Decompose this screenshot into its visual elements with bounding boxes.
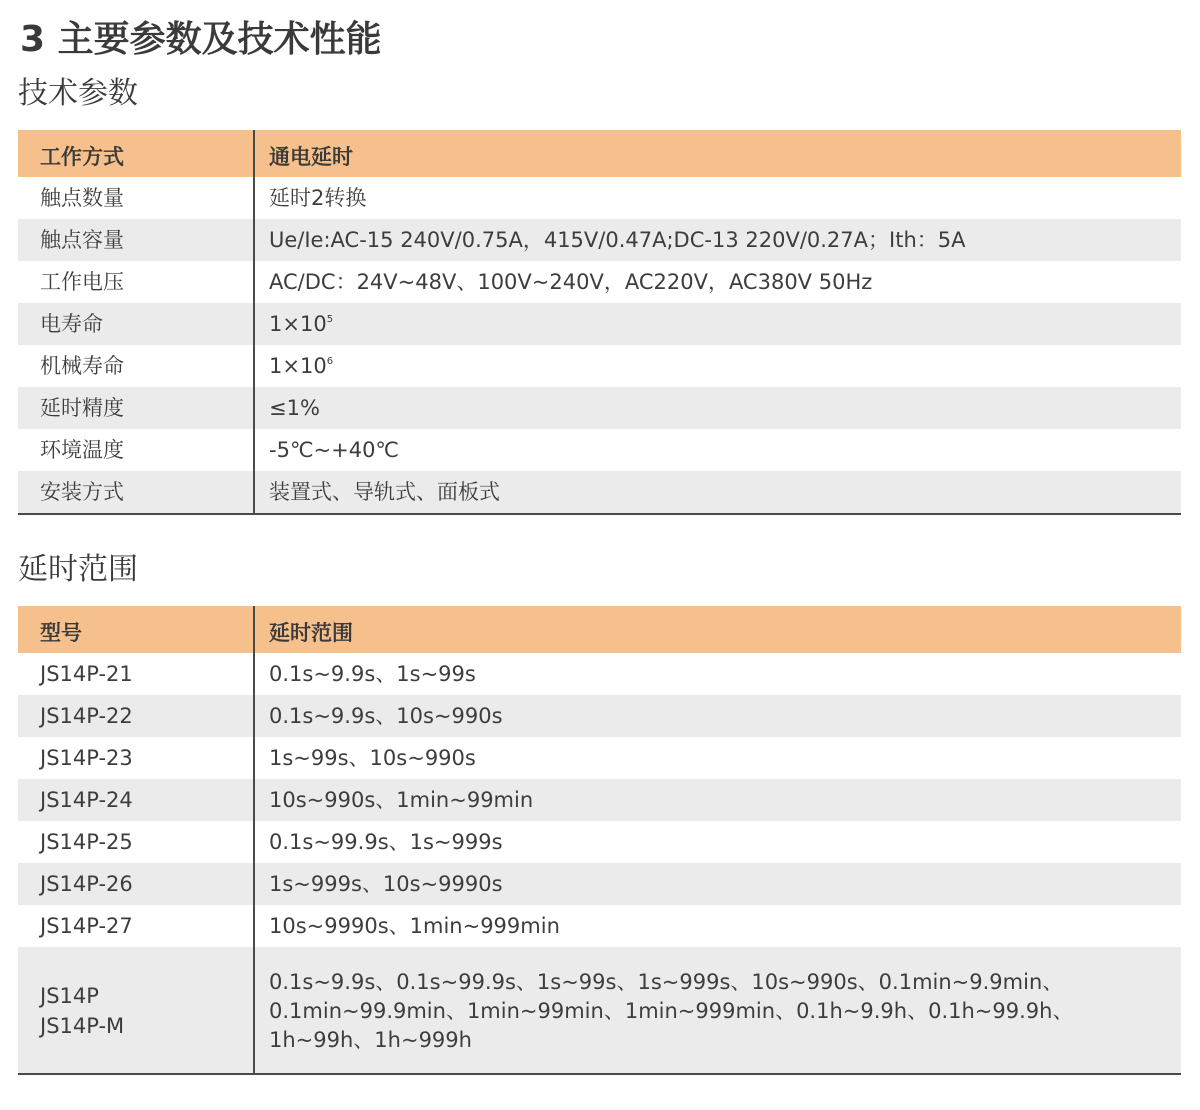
row-key: JS14P-23 [18, 737, 254, 779]
table-row [18, 947, 1181, 1074]
table-row [18, 387, 1181, 429]
table-row [18, 177, 1181, 219]
table-row [18, 821, 1181, 863]
row-key [18, 947, 254, 1074]
row-key: JS14P-26 [18, 863, 254, 905]
table-row [18, 653, 1181, 695]
row-value: 0.1s~99.9s、1s~999s [269, 829, 503, 854]
row-key: 触点数量 [18, 177, 254, 219]
row-value: ≤1% [254, 387, 1181, 429]
row-key: 电寿命 [18, 303, 254, 345]
table-row [18, 695, 1181, 737]
row-key: 工作电压 [18, 261, 254, 303]
row-value: 1s~999s、10s~9990s [254, 863, 1181, 905]
table-header-row [18, 130, 1181, 177]
table-row [18, 303, 1181, 345]
value-exponent: 5 [326, 313, 334, 325]
delay-range-table [18, 606, 1181, 1075]
row-value [254, 345, 1181, 387]
table-row [18, 429, 1181, 471]
table-row [18, 219, 1181, 261]
row-key: JS14P-24 [18, 779, 254, 821]
row-key: 触点容量 [18, 219, 254, 261]
row-key: 安装方式 [18, 471, 254, 514]
table-row [18, 863, 1181, 905]
value-exponent: 6 [326, 355, 334, 367]
header-value: 延时范围 [254, 606, 1181, 653]
value-base: 1×10 [269, 311, 327, 336]
row-key: JS14P-22 [18, 695, 254, 737]
table-row [18, 261, 1181, 303]
row-key: JS14P-27 [18, 905, 254, 947]
table-header-row [18, 606, 1181, 653]
row-value: 10s~990s、1min~99min [254, 779, 1181, 821]
range-line: 0.1min~99.9min、1min~99min、1min~999min、0.1h~9.9h、0.1h~99.9h、 [269, 998, 1074, 1023]
row-key: 机械寿命 [18, 345, 254, 387]
row-key: 环境温度 [18, 429, 254, 471]
model-name: JS14P [40, 984, 99, 1008]
table-row [18, 471, 1181, 514]
page-title: 3 主要参数及技术性能 [20, 19, 382, 60]
row-value [254, 303, 1181, 345]
header-value: 通电延时 [254, 130, 1181, 177]
row-value: 延时2转换 [269, 185, 367, 210]
value-base: 1×10 [269, 353, 327, 378]
header-key: 工作方式 [18, 130, 254, 177]
row-value: Ue/Ie:AC-15 240V/0.75A，415V/0.47A;DC-13 220V/0.27A；Ith：5A [254, 219, 1181, 261]
tech-params-table [18, 130, 1181, 515]
tech-params-title: 技术参数 [18, 76, 138, 111]
row-value: 10s~9990s、1min~999min [269, 913, 560, 938]
delay-range-title: 延时范围 [18, 552, 138, 587]
table-row [18, 737, 1181, 779]
range-line: 0.1s~9.9s、0.1s~99.9s、1s~99s、1s~999s、10s~990s、0.1min~9.9min、 [269, 969, 1064, 994]
row-value: 装置式、导轨式、面板式 [254, 471, 1181, 514]
row-value [254, 947, 1181, 1074]
row-value: -5℃~+40℃ [269, 437, 400, 462]
table-row [18, 779, 1181, 821]
row-value: 1s~99s、10s~990s [269, 745, 476, 770]
row-value: 0.1s~9.9s、10s~990s [254, 695, 1181, 737]
row-key: 延时精度 [18, 387, 254, 429]
range-line: 1h~99h、1h~999h [269, 1027, 472, 1052]
row-value: 0.1s~9.9s、1s~99s [269, 661, 476, 686]
row-key: JS14P-25 [18, 821, 254, 863]
table-row [18, 905, 1181, 947]
model-name: JS14P-M [40, 1014, 125, 1038]
header-key: 型号 [18, 606, 254, 653]
row-key: JS14P-21 [18, 653, 254, 695]
table-row [18, 345, 1181, 387]
row-value: AC/DC：24V~48V、100V~240V，AC220V，AC380V 50Hz [269, 269, 873, 294]
